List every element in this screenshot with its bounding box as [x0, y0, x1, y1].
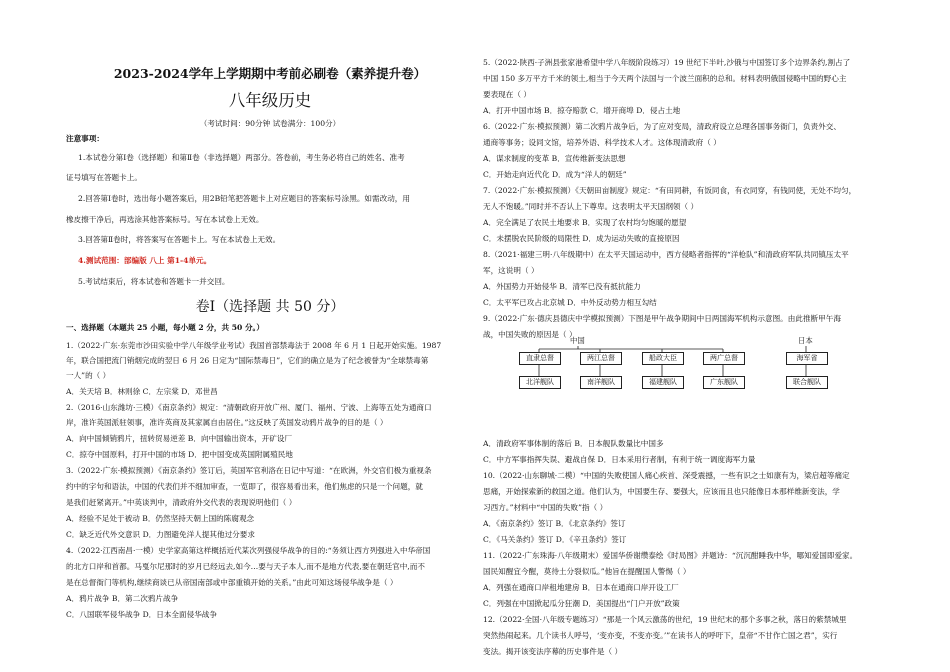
china-fleet-box: 北洋舰队: [519, 376, 561, 389]
answer-options: C．《马关条约》签订 D．《辛丑条约》签订: [483, 535, 627, 544]
china-command-box: 船政大臣: [642, 352, 684, 365]
notice-line: 1.本试卷分第Ⅰ卷（选择题）和第Ⅱ卷（非选择题）两部分。答卷前，考生务必将自己的姓名、准考: [78, 153, 405, 162]
question-line: 8.（2021·福建三明·八年级期中）在太平天国运动中，西方侵略者指挥的“洋枪队”和清政府军队共同镇压太平: [483, 250, 849, 259]
question-line: 中国 150 多万平方千米的领土,相当于今天两个法国与一个波兰面积的总和。材料表明俄国侵略中国的野心主: [483, 74, 847, 83]
answer-options: A．向中国倾销鸦片，扭转贸易逆差 B．向中国输出资本，开矿设厂: [66, 434, 293, 443]
section-intro: 一、选择题（本题共 25 小题，每小题 2 分，共 50 分。）: [66, 323, 264, 332]
exam-title: 2023-2024学年上学期期中考前必刷卷（素养提升卷）: [113, 66, 427, 81]
answer-options: A．打开中国市场 B．掠夺赔款 C．增开商埠 D．侵占土地: [483, 106, 681, 115]
notice-line: 2.回答第Ⅰ卷时，选出每小题答案后，用2B铅笔把答题卡上对应题目的答案标号涂黑。如需改动，用: [78, 194, 410, 203]
question-line: 4.（2022·江西南昌·一模）史学家高第这样概括近代某次列强侵华战争的目的:“务须让西方列强进入中华帝国: [66, 546, 431, 555]
question-line: 要表现在（ ）: [483, 90, 531, 99]
answer-options: C．开始走向近代化 D．成为“洋人的朝廷”: [483, 170, 627, 179]
question-line: 突然热闹起来。几个读书人呼号，‘变亦变，不变亦变。’”在读书人的呼吁下，皇帝“不甘作亡国之君”，实行: [483, 631, 838, 640]
question-line: 约中的字句和语法，中国的代表们并不细加审查，一览即了，很容易看出来，他们焦虑的只是一个问题，就: [66, 482, 423, 491]
question-line: 5.（2022·陕西·子洲县张家港希望中学八年级阶段练习）19 世纪下半叶,沙俄与中国签订多个边界条约,割占了: [483, 58, 851, 67]
question-line: 6.（2022·广东·模拟预测）第二次鸦片战争后，为了应对变局，清政府设立总理各国事务衙门，负责外交、: [483, 122, 841, 131]
answer-options: A．谋求制度的变革 B．宣传维新变法思想: [483, 154, 626, 163]
question-line: 通商等事务；设同文馆，培养外语、科学技术人才。这体现清政府（ ）: [483, 138, 721, 147]
answer-options: C．列强在中国掀起瓜分狂潮 D．美国提出“门户开放”政策: [483, 599, 680, 608]
section-title: 卷Ⅰ（选择题 共 50 分）: [195, 299, 345, 315]
japan-fleet-box: 联合舰队: [786, 376, 828, 389]
notice-line: 5.考试结束后，将本试卷和答题卡一并交回。: [78, 277, 230, 286]
question-line: 国民知醒宜今醒，莫待土分裂似瓜。”他旨在提醒国人警惕（ ）: [483, 567, 691, 576]
question-line: 战，中国失败的原因是（ ）: [483, 330, 577, 339]
question-line: 10.（2022·山东聊城·二模）“中国的失败使国人痛心疾首、深受震撼，一些有识之士如康有为，梁启超等痛定: [483, 471, 850, 480]
japan-ministry-box: 海军省: [786, 352, 828, 365]
question-line: 无人不饱暖。”同时并不否认上下尊卑。这表明太平天国纲领（ ）: [483, 202, 699, 211]
notice-test-scope: 4.测试范围：部编版 八上 第1-4单元。: [78, 256, 212, 265]
answer-options: A．关天培 B．林则徐 C．左宗棠 D．邓世昌: [66, 387, 218, 396]
question-line: 习西方。”材料中“中国的失败”指（ ）: [483, 503, 608, 512]
notice-line: 证号填写在答题卡上。: [66, 173, 142, 182]
answer-options: A．外国势力开始侵华 B．清军已没有抵抗能力: [483, 282, 641, 291]
question-line: 3.（2022·广东·模拟预测）《南京条约》签订后，英国军官利洛在日记中写道：“在欧洲，外交官们极为重视条: [66, 466, 432, 475]
notice-title: 注意事项：: [66, 134, 104, 143]
answer-options: A．鸦片战争 B．第二次鸦片战争: [66, 594, 179, 603]
question-line: 年，联合国把流门销烟完成的翌日 6 月 26 日定为“国际禁毒日”，它们的确立是为了纪念被誉为“全球禁毒第: [66, 356, 429, 365]
answer-options: A．列强在通商口岸租地建房 B．日本在通商口岸开设工厂: [483, 583, 679, 592]
answer-options: A．经验不足处于被动 B．仍然坚持天朝上国的陈腐观念: [66, 514, 255, 523]
china-command-box: 直隶总督: [519, 352, 561, 365]
answer-options: C．八国联军侵华战争 D．日本全面侵华战争: [66, 610, 217, 619]
notice-line: 3.回答第Ⅱ卷时，将答案写在答题卡上。写在本试卷上无效。: [78, 235, 281, 244]
question-line: 岸，准许英国派驻领事，准许英商及其家属自由居住。”这反映了英国发动鸦片战争的目的是（ ）: [66, 418, 388, 427]
diagram-label-china: 中国: [570, 336, 585, 345]
question-line: 军，这说明（ ）: [483, 266, 539, 275]
answer-options: A．《南京条约》签订 B．《北京条约》签订: [483, 519, 626, 528]
question-line: 是我们赶紧离开。”中英谈判中，清政府外交代表的表现说明他们（ ）: [66, 498, 297, 507]
question-line: 思痛，开始探索新的救国之道。他们认为，中国要生存、要强大，应该而且也只能像日本那样维新变法，学: [483, 487, 840, 496]
answer-options: C．未摆脱农民阶级的局限性 D．成为运动失败的直接原因: [483, 234, 680, 243]
china-fleet-box: 南洋舰队: [580, 376, 622, 389]
question-line: 的北方口岸和首都。马戛尔尼那时的岁月已经远去,如今…要与天子本人,而不是地方代表,要在朝廷官中,而不: [66, 562, 425, 571]
china-fleet-box: 广东舰队: [703, 376, 745, 389]
question-line: 变法。揭开该变法序幕的历史事件是（ ）: [483, 647, 623, 656]
question-line: 12.（2022·全国·八年级专题练习）“那是一个风云激荡的世纪，19 世纪末的那个多事之秋，落日的紫禁城里: [483, 615, 847, 624]
exam-meta: （考试时间：90分钟 试卷满分：100分）: [199, 119, 341, 128]
exam-subject: 八年级历史: [228, 91, 312, 110]
question-line: 7.（2022·广东·模拟预测）《天朝田亩制度》规定：“有田同耕，有饭同食，有衣同穿，有钱同使，无处不均匀，: [483, 186, 857, 195]
question-line: 1.（2022·广东·东莞市沙田实验中学八年级学业考试）我国首部禁毒法于 2008 年 6 月 1 日起开始实施。1987: [66, 341, 442, 350]
answer-options: A．清政府军事体制的落后 B．日本舰队数量比中国多: [483, 439, 664, 448]
answer-options: C．中方军事指挥失误、避战自保 D．日本采用行者制，有利于统一调度海军力量: [483, 455, 756, 464]
question-line: 11.（2022·广东珠海·八年级期末）爱国华侨谢缵泰绘《时局图》并题诗：“沉沉酣睡我中华，哪知爱国即爱家。: [483, 551, 858, 560]
diagram-label-japan: 日本: [798, 336, 813, 345]
china-fleet-box: 福建舰队: [642, 376, 684, 389]
question-line: 2.（2016·山东潍坊·三模）《南京条约》规定：“清朝政府开放广州、厦门、福州、宁波、上海等五处为通商口: [66, 403, 432, 412]
question-line: 是在总督衙门等机构,继续商谈已从帝国南部或中部重镇开始的关系。”由此可知这场侵华战争是（ ）: [66, 578, 398, 587]
notice-line: 橡皮擦干净后，再选涂其他答案标号。写在本试卷上无效。: [66, 215, 264, 224]
china-command-box: 两广总督: [703, 352, 745, 365]
china-command-box: 两江总督: [580, 352, 622, 365]
answer-options: C．掠夺中国原料，打开中国的市场 D．把中国变成英国附属殖民地: [66, 450, 293, 459]
question-line: 9.（2022·广东·德庆县德庆中学模拟预测）下图是甲午战争期间中日两国海军机构示意图。由此推断甲午海: [483, 314, 841, 323]
answer-options: A．完全满足了农民土地要求 B．实现了农村均匀饱暖的愿望: [483, 218, 687, 227]
question-line: 一人”的（ ）: [66, 371, 111, 380]
answer-options: C．太平军已攻占北京城 D．中外反动势力相互勾结: [483, 298, 657, 307]
answer-options: C．缺乏近代外交意识 D．力图避免洋人提其他过分要求: [66, 530, 255, 539]
